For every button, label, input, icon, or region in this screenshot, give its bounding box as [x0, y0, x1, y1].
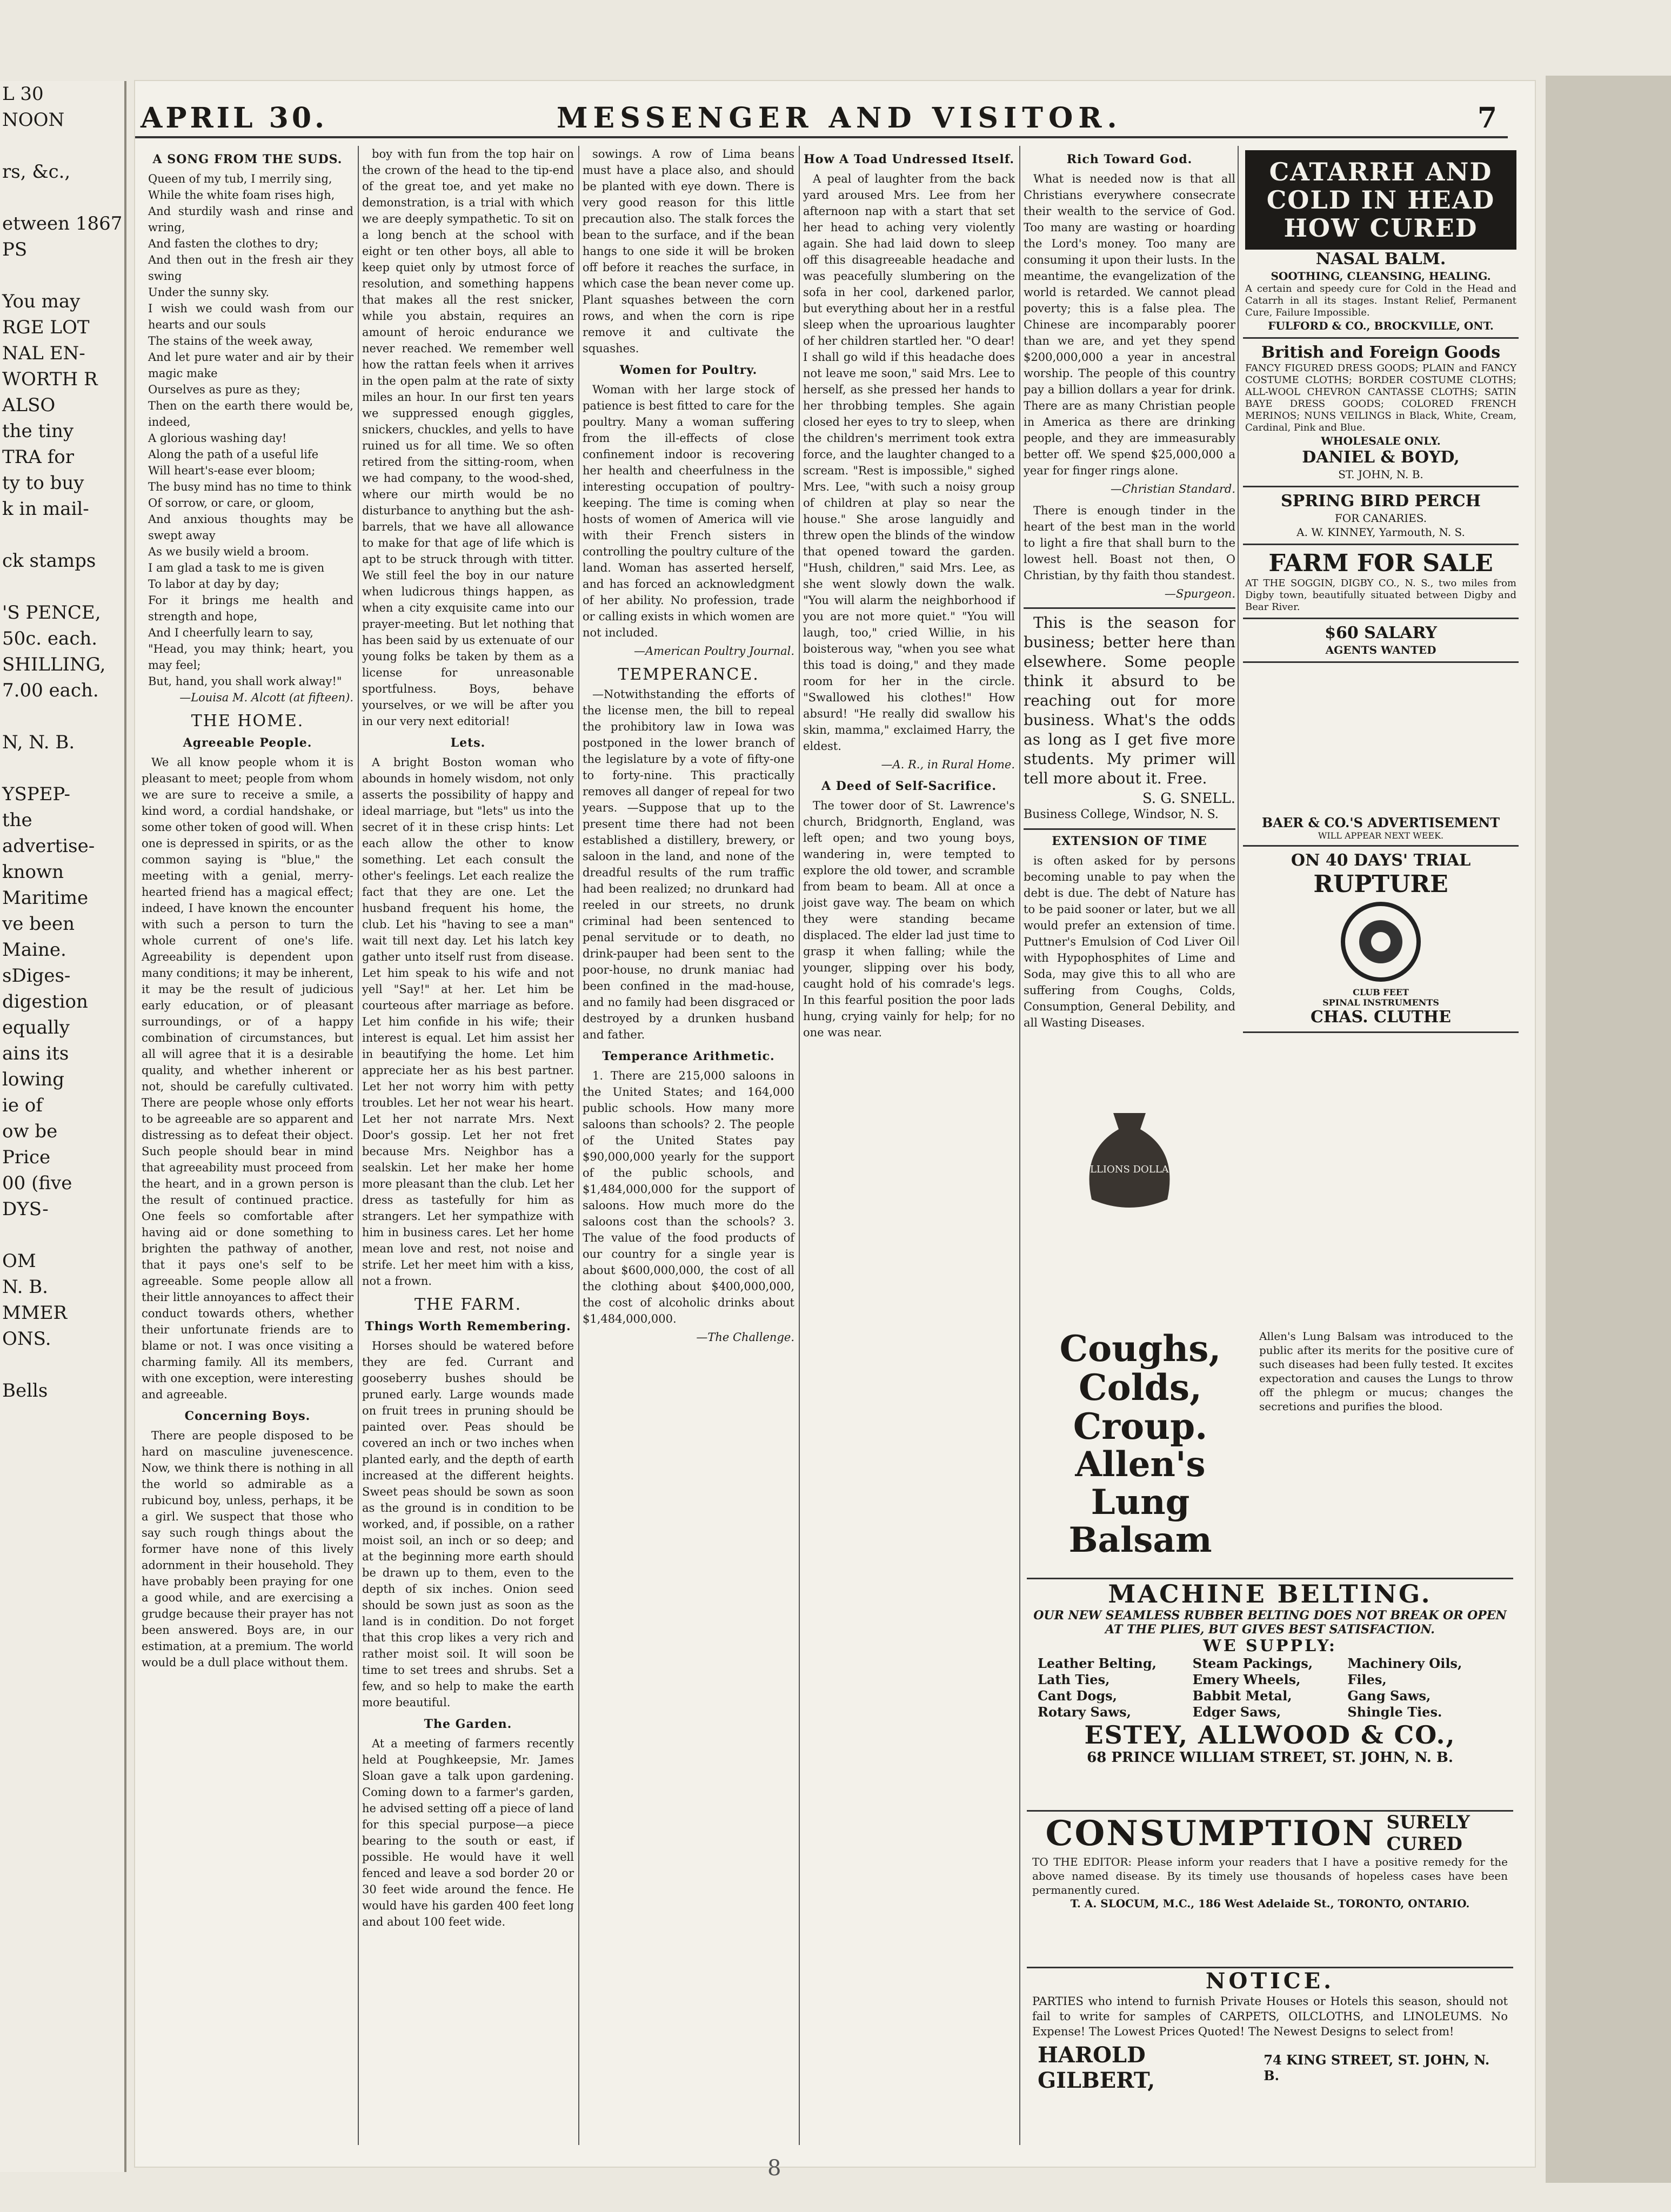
poem-line: A glorious washing day!: [148, 432, 287, 445]
article-title-boys: Concerning Boys.: [184, 1409, 311, 1423]
nasal-balm-title: NASAL BALM.: [1315, 250, 1446, 269]
fulford: FULFORD & CO., BROCKVILLE, ONT.: [1268, 319, 1494, 332]
millions-ad: [1027, 1097, 1232, 1329]
article-title-arithmetic: Temperance Arithmetic.: [602, 1049, 775, 1063]
strip-line: MMER: [2, 1302, 68, 1324]
supply-item: Machinery Oils,: [1347, 1655, 1462, 1671]
salary-ad: [1243, 619, 1519, 663]
machine-belting-ad: [1027, 1578, 1513, 1806]
column-rule: [1238, 146, 1239, 946]
strip-line: SHILLING,: [2, 654, 106, 675]
coughs-title: Coughs, Colds, Croup.: [1059, 1328, 1221, 1447]
strip-line: You may: [2, 291, 81, 312]
poem-line: And fasten the clothes to dry;: [148, 237, 319, 250]
strip-line: equally: [2, 1017, 70, 1038]
strip-line: 7.00 each.: [2, 680, 99, 701]
supply-item: Steam Packings,: [1192, 1655, 1313, 1671]
strip-line: ains its: [2, 1043, 69, 1064]
newspaper-title: MESSENGER AND VISITOR.: [557, 102, 1122, 135]
british-text: FANCY FIGURED DRESS GOODS; PLAIN and FANCY COSTUME CLOTHS; BORDER COSTUME CLOTHS; ALL-WOOL CHEVRON CANTASSE CLOTHS; SATIN BAYE DRESS GOODS; COLORED FRENCH MERINOS; NUNS VEILINGS in Black, White, Cream, Cardinal, Pink and Blue.: [1245, 363, 1516, 433]
strip-line: k in mail-: [2, 498, 89, 520]
daniel-boyd: DANIEL & BOYD,: [1302, 448, 1460, 467]
column-2: [362, 146, 574, 2150]
supply-item: Edger Saws,: [1192, 1704, 1281, 1720]
supply-item: Rotary Saws,: [1038, 1704, 1131, 1720]
supply-item: Babbit Metal,: [1192, 1688, 1292, 1704]
we-supply: WE SUPPLY:: [1203, 1637, 1337, 1655]
article-title-toad: How A Toad Undressed Itself.: [803, 152, 1015, 166]
page-edge: [1546, 76, 1671, 2183]
article-text-things: Horses should be watered before they are fed. Currant and gooseberry bushes should be pruned early. Large wounds made on fruit trees in pruning should be painted over. Peas should be covered an inch or two inches when planted early, and the depth of earth increased at the different heights. Sweet peas should be sown as soon as the ground is in condition to be worked, and, if possible, on a rather moist soil, an inch or so deep; and at the beginning more earth should be drawn up to them, even to the depth of six inches. Onion seed should be sown just as soon as the land is in condition. Do not forget that this crop likes a very rich and rather moist soil. It will soon be time to set trees and shrubs. Set a few, and so help to make the earth more beautiful.: [362, 1339, 574, 1709]
supply-item: Cant Dogs,: [1038, 1688, 1118, 1704]
poultry-attribution: —American Poultry Journal.: [634, 645, 794, 658]
poem-attribution: —Louisa M. Alcott (at fifteen).: [179, 691, 353, 704]
previous-page-strip: [0, 81, 126, 2172]
strip-line: ow be: [2, 1121, 58, 1142]
spurgeon-attribution: —Spurgeon.: [1164, 587, 1235, 600]
rich-attribution: —Christian Standard.: [1111, 482, 1235, 495]
challenge-attribution: —The Challenge.: [696, 1331, 794, 1344]
poem: [142, 171, 353, 689]
consumption-text: TO THE EDITOR: Please inform your readers that I have a positive remedy for the above named disease. By its timely use thousands of hopeless cases have been permanently cured.: [1032, 1855, 1508, 1896]
article-text-poultry: Woman with her large stock of patience is best fitted to care for the poultry. Many a woman suffering from the ill-effects of close confinement indoor is recovering her health and cheerfulness in the interesting occupation of poultry-keeping. The time is coming when hosts of women of America will vie with their French sisters in controlling the poultry culture of the land. Woman has asserted herself, and has forced an acknowledgment of her ability. No profession, trade or calling exists in which women are not included.: [583, 383, 794, 639]
poem-line: And then out in the fresh air they swing: [148, 253, 353, 283]
coughs-left: [1027, 1329, 1254, 1559]
article-text-arithmetic: 1. There are 215,000 saloons in the United States; and 164,000 public schools. How many more saloons than schools? 2. The people of the United States pay $90,000,000 yearly for the support of the public schools, and $1,484,000,000 for the support of saloons. How much more do the saloons cost than the schools? 3. The value of the food products of our country for a single year is about $600,000,000, the cost of all the clothing about $400,000,000, the cost of alcoholic drinks about $1,484,000,000.: [583, 1069, 794, 1325]
trial-title: ON 40 DAYS' TRIAL: [1291, 851, 1471, 870]
strip-line: OM: [2, 1250, 36, 1272]
poem-line: Ourselves as pure as they;: [148, 383, 300, 396]
article-title-lets: Lets.: [450, 736, 486, 750]
notice-title: NOTICE.: [1205, 1968, 1335, 1994]
strip-line: N. B.: [2, 1276, 48, 1298]
poem-line: But, hand, you shall work alway!": [148, 675, 342, 688]
strip-line: advertise-: [2, 835, 95, 857]
bird-perch-title: SPRING BIRD PERCH: [1280, 492, 1481, 511]
strip-line: the tiny: [2, 420, 74, 442]
strip-line: ie of: [2, 1095, 43, 1116]
supply-item: Files,: [1347, 1672, 1387, 1687]
strip-line: [0, 1222, 124, 1248]
article-title-agreeable: Agreeable People.: [183, 736, 312, 750]
article-text-rich: What is needed now is that all Christians everywhere consecrate their wealth to the service of God. Too many are wasting or hoarding the Lord's money. Too many are consuming it upon their lusts. In the meantime, the evangelization of the world is retarded. We cannot plead poverty; this is a false plea. The Chinese are incomparably poorer than we are, and yet they spend $200,000,000 a year in ancestral worship. The people of this country pay a billion dollars a year for drink. There are as many Christian people in America as there are drinking people, and they are immeasurably better off. We spend $25,000,000 a year for finger rings alone.: [1024, 172, 1235, 477]
article-text-lets: A bright Boston woman who abounds in homely wisdom, not only asserts the possibility of happy and ideal marriage, but "lets" us into the secret of it in these crisp hints: Let each allow the other to know something. Let each consult the other's feelings. Let each realize the fact that they are one. Let the husband frequent his home, the club. Let his "having to see a man" wait till next day. Let his latch key gather unto itself rust from disease. Let him speak to his wife and not yell "Say!" at her. Let him be courteous after marriage as before. Let him confide in his wife; their interest is equal. Let him assist her in beautifying the home. Let him appreciate her as his best partner. Let her not worry him with petty troubles. Let her not wear his heart. Let her not narrate Mrs. Next Door's gossip. Let her not fret because Mrs. Neighbor has a sealskin. Let her make her home more pleasant than the club. Let her dress as tastefully for him as strangers. Let her sympathize with him in business cares. Let her home mean love and rest, not noise and strife. Let her meet him with a kiss, not a frown.: [362, 756, 574, 1288]
pencil-mark: 8: [767, 2156, 781, 2181]
daniel-boyd-place: ST. JOHN, N. B.: [1338, 468, 1423, 481]
surely-cured: SURELY CURED: [1386, 1812, 1470, 1855]
baer-ad: [1243, 810, 1519, 847]
strip-line: N, N. B.: [2, 732, 75, 753]
strip-line: ve been: [2, 913, 75, 935]
poem-line: Under the sunny sky.: [148, 286, 270, 299]
column-1: [142, 146, 353, 2150]
poem-line: And anxious thoughts may be swept away: [148, 513, 353, 542]
strip-line: PS: [2, 239, 28, 260]
extension-title: EXTENSION OF TIME: [1024, 828, 1235, 849]
baer-sub: WILL APPEAR NEXT WEEK.: [1318, 830, 1444, 841]
catarrh-headline: CATARRH AND COLD IN HEAD HOW CURED: [1245, 150, 1516, 250]
strip-line: Maine.: [2, 939, 66, 961]
poem-line: Will heart's-ease ever bloom;: [148, 464, 316, 477]
millions-label: MILLIONS DOLLARS: [1076, 1164, 1183, 1175]
strip-line: Price: [2, 1147, 51, 1168]
club-feet: CLUB FEET: [1353, 987, 1409, 997]
money-bag-icon: [1075, 1097, 1184, 1216]
rupture-ad: [1243, 847, 1519, 1033]
farm-sale-text: AT THE SOGGIN, DIGBY CO., N. S., two miles from Digby town, beautifully situated between Digby and Bear River.: [1245, 578, 1516, 613]
strip-line: YSPEP-: [2, 783, 70, 805]
consumption-title: CONSUMPTION: [1045, 1813, 1376, 1854]
article-text-garden: At a meeting of farmers recently held at Poughkeepsie, Mr. James Sloan gave a talk upon gardening. Coming down to a farmer's garden, he advised setting off a piece of land for this special purpose—a piece bearing to the south or east, if possible. He would have it well fenced and leave a sod border 20 or 30 feet wide around the fence. He would have his garden 400 feet long and about 100 feet wide.: [362, 1737, 574, 1928]
column-5: [1024, 146, 1235, 1029]
strip-line: 'S PENCE,: [2, 602, 101, 624]
poem-line: Of sorrow, or care, or gloom,: [148, 497, 315, 510]
supply-item: Gang Saws,: [1347, 1688, 1431, 1704]
strip-line: sDiges-: [2, 965, 71, 987]
allens-title: Allen's Lung Balsam: [1068, 1444, 1212, 1560]
supply-item: Leather Belting,: [1038, 1655, 1157, 1671]
rupture-title: RUPTURE: [1313, 870, 1448, 898]
poem-line: I wish we could wash from our hearts and our souls: [148, 302, 353, 331]
article-text-temperance: —Notwithstanding the efforts of the license men, the bill to repeal the prohibitory law in Iowa was postponed in the lower branch of the legislature by a vote of fifty-one to forty-nine. This practically removes all danger of repeal for two years. —Suppose that up to the present time there had not been established a distillery, brewery, or saloon in the land, and none of the dreadful results of the rum traffic had been realized; no drunkard had reeled in our streets, no drunk criminal had been sentenced to penal servitude or to death, no drink-pauper had been sent to the poor-house, no drunk maniac had been confined in the mad-house, and no family had been disgraced or destroyed by a drunken husband and father.: [583, 688, 794, 1041]
article-text-agreeable: We all know people whom it is pleasant to meet; people from whom we are sure to receive a smile, a kind word, a cordial handshake, or some other token of good will. When one is depressed in spirits, or as the common saying is "blue," the meeting with a genial, merry-hearted friend has a magical effect; indeed, I have known the encounter with such a person to turn the whole current of one's life. Agreeability is dependent upon many conditions; it may be inherent, it may be the result of judicious early education, or of pleasant surroundings, or of a happy combination of circumstances, but all will agree that it is a desirable quality, and whether inherent or not, should be carefully cultivated. There are people whose only efforts to be agreeable are so apparent and distressing as to defeat their object. Such people should bear in mind that agreeability must proceed from the heart, and in a grown person is the result of continued practice. One feels so comfortable after having aid or done something to brighten the pathway of another, that it pays one's self to be agreeable. Some people allow all their little annoyances to affect their conduct towards others, whether their unfortunate friends are to blame or not. I was once visiting a charming family. All its members, with one exception, were interesting and agreeable.: [142, 756, 353, 1401]
toad-attribution: —A. R., in Rural Home.: [881, 758, 1015, 771]
strip-line: ck stamps: [2, 550, 96, 572]
allens-text: Allen's Lung Balsam was introduced to the public after its merits for the positive cure of such diseases had been fully tested. It excites expectoration and causes the Lungs to throw off the phlegm or mucus; changes the secretions and purifies the blood.: [1259, 1330, 1513, 1413]
british-title: British and Foreign Goods: [1261, 343, 1501, 362]
strip-line: ONS.: [2, 1328, 51, 1350]
poem-line: I am glad a task to me is given: [148, 561, 325, 574]
farm-sale-title: FARM FOR SALE: [1268, 549, 1493, 577]
masthead: [135, 102, 1519, 136]
snell-place: Business College, Windsor, N. S.: [1024, 808, 1219, 821]
article-text-toad: A peal of laughter from the back yard aroused Mrs. Lee from her afternoon nap with a start that set her head to aching very violently again. She had laid down to sleep off this disagreeable headache and was peacefully slumbering on the sofa in her cool, darkened parlor, but everything about her in a restful sleep when the uproarious laughter of her children startled her. "O dear! I shall go wild if this headache does not leave me soon," said Mrs. Lee to herself, as she pressed her hands to her throbbing temples. She again closed her eyes to try to sleep, when the children's merriment took extra force, and the laughter changed to a scream. "Rest is impossible," sighed Mrs. Lee, "with such a noisy group of children at play so near the house." She arose languidly and threw open the blinds of the window that opened toward the garden. "Hush, children," said Mrs. Lee, as she went slowly down the walk. "You will alarm the neighborhood if you are not more quiet." "You will laugh, too," cried Willie, in his boisterous way, "when you see what this toad is doing," and they made room for her in the circle. "Swallowed his clothes!" How absurd! "He really did swallow his skin, mamma," exclaimed Harry, the eldest.: [803, 172, 1015, 753]
strip-line: Bells: [2, 1380, 48, 1402]
strip-line: [0, 1352, 124, 1378]
poem-line: To labor at day by day;: [148, 578, 279, 591]
snell-ad-text: This is the season for business; better here than elsewhere. Some people think it absurd to be reaching out for more business. What's the odds as long as I get five more students. My primer will tell more about it. Free.: [1024, 607, 1235, 788]
extension-text: is often asked for by persons becoming unable to pay when the debt is due. The debt of Nature has to be paid sooner or later, but we all would prefer an extension of time. Puttner's Emulsion of Cod Liver Oil with Hypophosphites of Lime and Soda, may give this to all who are suffering from Coughs, Colds, Consumption, General Debility, and all Wasting Diseases.: [1024, 854, 1235, 1029]
strip-line: [0, 133, 124, 159]
article-text-boys-cont: boy with fun from the top hair on the crown of the head to the tip-end of the great toe, and yet make no demonstration, is a trial with which we are deeply sympathetic. To sit on a long bench at the school with eight or ten other boys, all able to keep quiet only by utmost force of resolution, and something happens that makes all the rest snicker, while you abstain, requires an amount of heroic endurance we never reached. We remember well how the rattan feels when it arrives in the open palm at the rate of sixty miles an hour. In our first ten years we suppressed enough giggles, snickers, chuckles, and yells to have ruined us for all time. We so often retired from the sitting-room, when we had company, to the wood-shed, where our mirth would be no disturbance to anything but the ash-barrels, that we have all allowance to make for that age of life which is apt to be struck through with titter. We still feel the boy in our nature when ludicrous things happen, as when a city exquisite came into our prayer-meeting. But let nothing that has been said by us extenuate of our young folks be taken by them as a license for unreasonable sportfulness. Boys, behave yourselves, or we will be after you in our very next editorial!: [362, 148, 574, 728]
poem-line: And sturdily wash and rinse and wring,: [148, 205, 353, 234]
coughs-ad: [1027, 1329, 1513, 1572]
section-temperance: TEMPERANCE.: [618, 665, 759, 684]
machine-belting-title: MACHINE BELTING.: [1108, 1579, 1432, 1608]
cluthe: CHAS. CLUTHE: [1310, 1008, 1451, 1027]
article-text-deed: The tower door of St. Lawrence's church, Bridgnorth, England, was left open; and two young boys, wandering in, were tempted to explore the old tower, and scramble from beam to beam. All at once a joist gave way. The beam on which they were standing became displaced. The elder lad just time to grasp it when falling; while the younger, slipping over his body, caught hold of his comrade's legs. In this fearful position the poor lads hung, crying vainly for help; for no one was near.: [803, 799, 1015, 1039]
poem-line: The stains of the week away,: [148, 334, 313, 347]
supply-item: Shingle Ties.: [1347, 1704, 1442, 1720]
truss-icon: [1338, 899, 1424, 985]
kinney: A. W. KINNEY, Yarmouth, N. S.: [1296, 526, 1465, 539]
strip-line: WORTH R: [2, 368, 98, 390]
article-text-boys: There are people disposed to be hard on masculine juvenescence. Now, we think there is nothing in all the world so admirable as a rubicund boy, unless, perhaps, it be a girl. We suspect that those who say such rough things about the former have none of this lively adornment in their household. They have probably been praying for one a good while, and are exercising a grudge because their prayer has not been answered. Boys are, in our estimation, at a premium. The world would be a dull place without them.: [142, 1429, 353, 1669]
poem-line: And I cheerfully learn to say,: [148, 626, 313, 639]
strip-line: Maritime: [2, 887, 89, 909]
catarrh-ad: [1243, 146, 1519, 339]
masthead-rule: [135, 136, 1508, 138]
page-number: 7: [1477, 102, 1497, 135]
consumption-ad: [1027, 1810, 1513, 1963]
strip-line: [0, 263, 124, 289]
poem-line: As we busily wield a broom.: [148, 545, 309, 558]
wholesale-only: WHOLESALE ONLY.: [1321, 434, 1441, 447]
strip-line: [0, 755, 124, 781]
snell-name: S. G. SNELL.: [1142, 790, 1235, 807]
poem-line: The busy mind has no time to think: [148, 480, 352, 493]
bird-perch-sub: FOR CANARIES.: [1334, 512, 1427, 525]
article-title-garden: The Garden.: [424, 1717, 512, 1731]
bird-perch-ad: [1243, 487, 1519, 545]
section-home: THE HOME.: [191, 712, 304, 730]
strip-line: known: [2, 861, 64, 883]
estey-address: 68 PRINCE WILLIAM STREET, ST. JOHN, N. B.: [1087, 1750, 1453, 1766]
strip-line: ALSO: [2, 394, 56, 416]
strip-line: lowing: [2, 1069, 64, 1090]
article-title-rich: Rich Toward God.: [1066, 152, 1193, 166]
section-farm: THE FARM.: [414, 1295, 522, 1314]
strip-line: RGE LOT: [2, 317, 90, 338]
strip-line: rs, &c.,: [2, 161, 71, 183]
strip-line: digestion: [2, 991, 88, 1013]
strip-line: ty to buy: [2, 472, 84, 494]
notice-ad: [1027, 1967, 1513, 2152]
supply-item: Emery Wheels,: [1192, 1672, 1301, 1687]
british-goods-ad: [1243, 339, 1519, 487]
poem-line: And let pure water and air by their magic make: [148, 351, 353, 380]
nasal-balm-sub: SOOTHING, CLEANSING, HEALING.: [1271, 270, 1491, 283]
column-4: [803, 146, 1015, 2150]
article-title-things: Things Worth Remembering.: [365, 1319, 571, 1333]
supply-item: Lath Ties,: [1038, 1672, 1110, 1687]
strip-line: TRA for: [2, 446, 74, 468]
strip-line: etween 1867: [2, 213, 123, 234]
strip-line: [0, 703, 124, 729]
spurgeon-text: There is enough tinder in the heart of the best man in the world to light a fire that shall burn to the lowest hell. Boast not then, O Christian, by thy faith thou standest.: [1024, 504, 1235, 582]
strip-line: 50c. each.: [2, 628, 98, 649]
salary: $60 SALARY: [1325, 624, 1437, 642]
poem-line: Along the path of a useful life: [148, 448, 319, 461]
gilbert-address: 74 KING STREET, ST. JOHN, N. B.: [1264, 2052, 1490, 2083]
poem-line: "Head, you may think; heart, you may feel;: [148, 642, 353, 672]
spinal: SPINAL INSTRUMENTS: [1322, 997, 1439, 1008]
gilbert-name: HAROLD GILBERT,: [1038, 2042, 1155, 2093]
strip-line: 00 (five: [2, 1172, 72, 1194]
column-rule: [358, 146, 359, 2145]
strip-line: NOON: [2, 109, 65, 131]
slocum: T. A. SLOCUM, M.C., 186 West Adelaide St., TORONTO, ONTARIO.: [1070, 1897, 1470, 1910]
farm-sale-ad: [1243, 545, 1519, 619]
column-rule: [578, 146, 579, 2145]
poem-line: While the white foam rises high,: [148, 189, 335, 202]
poem-line: Queen of my tub, I merrily sing,: [148, 172, 332, 185]
machine-belting-sub: OUR NEW SEAMLESS RUBBER BELTING DOES NOT BREAK OR OPEN AT THE PLIES, BUT GIVES BEST SATISFACTION.: [1033, 1608, 1507, 1637]
strip-line: DYS-: [2, 1198, 49, 1220]
article-text-garden-cont: sowings. A row of Lima beans must have a place also, and should be planted with eye down. There is very good reason for this little precaution also. The stalk forces the bean to the surface, and if the bean hangs to one side it will be broken off before it reaches the surface, in which case the bean never come up. Plant squashes between the corn rows, and when the corn is ripe remove it and cultivate the squashes.: [583, 148, 794, 355]
rupture-ad-block: [1243, 810, 1519, 1091]
poem-title: A SONG FROM THE SUDS.: [152, 152, 343, 166]
poem-line: For it brings me health and strength and hope,: [148, 594, 353, 623]
strip-line: [0, 574, 124, 600]
column-3: [583, 146, 794, 2150]
strip-line: the: [2, 809, 32, 831]
article-title-poultry: Women for Poultry.: [619, 363, 758, 377]
estey-name: ESTEY, ALLWOOD & CO.,: [1084, 1720, 1456, 1750]
strip-line: [0, 185, 124, 211]
column-rule: [1019, 146, 1020, 2145]
notice-text: PARTIES who intend to furnish Private Houses or Hotels this season, should not fail to write for samples of CARPETS, OILCLOTHS, and LINOLEUMS. No Expense! The Lowest Prices Quoted! The Newest Designs to select from!: [1032, 1995, 1508, 2038]
nasal-balm-text: A certain and speedy cure for Cold in the Head and Catarrh in all its stages. Instant Relief, Permanent Cure, Failure Impossible.: [1245, 283, 1516, 318]
issue-date: APRIL 30.: [141, 102, 328, 135]
column-rule: [799, 146, 800, 2145]
poem-line: Then on the earth there would be, indeed,: [148, 399, 353, 428]
strip-line: L 30: [2, 83, 44, 105]
baer-title: BAER & CO.'S ADVERTISEMENT: [1261, 815, 1500, 830]
strip-line: [0, 522, 124, 548]
agents-wanted: AGENTS WANTED: [1325, 644, 1436, 656]
strip-line: NAL EN-: [2, 343, 85, 364]
article-title-deed: A Deed of Self-Sacrifice.: [821, 779, 997, 793]
supply-list: [1027, 1655, 1513, 1720]
